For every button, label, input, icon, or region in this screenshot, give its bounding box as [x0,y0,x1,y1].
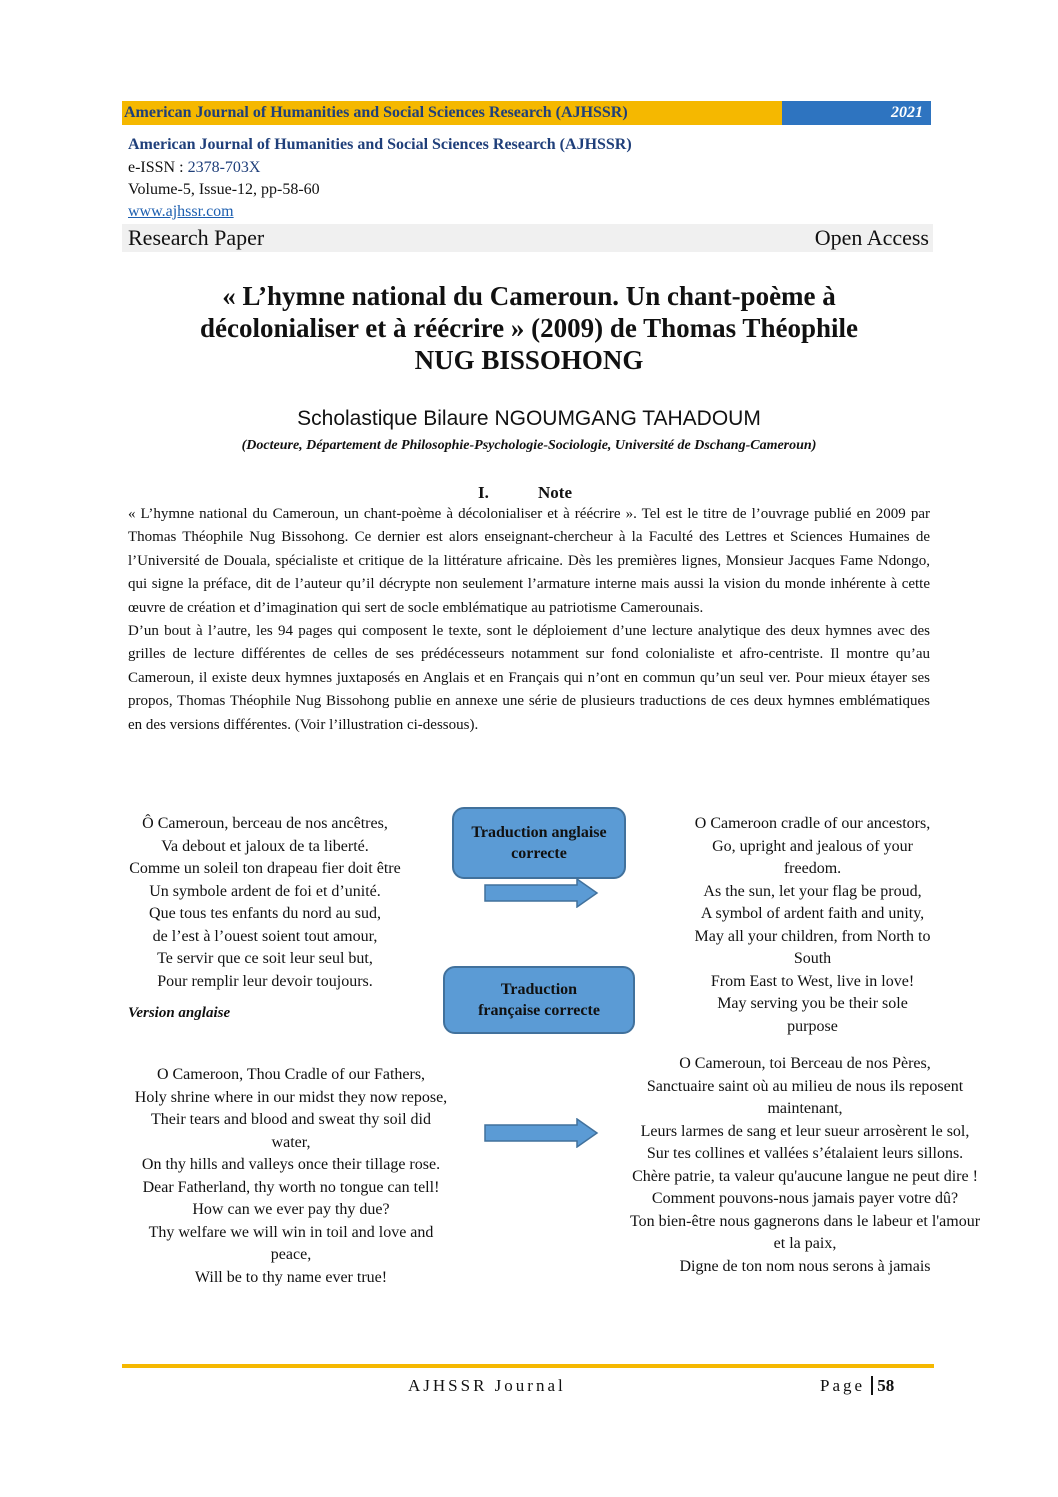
box-line: Traduction [500,981,578,998]
page-number: 58 [871,1376,894,1395]
poem-line: Leurs larmes de sang et leur sueur arrosèrent le sol, [640,1122,970,1140]
poem-line: South [793,950,832,967]
paragraph: « L’hymne national du Cameroun, un chant-poème à décolonialiser et à réécrire ». Tel est le titre de l’ouvrage publié en 2009 par Thomas Théophile Nug Bissohong. Ce dernier est alors enseignant-chercheur à la Faculté des Lettres et Sciences Humaines de l’Université de Douala, spécialiste et critique de la littérature africaine. Dès les premières lignes, Monsieur Jacques Fame Ndongo, qui signe la préface, dit de l’auteur qu’il décrypte non seulement l’armature interne mais aussi la vision du monde inhérente à cette œuvre de création et d’imagination qui sert de socle emblématique au patriotisme Camerounais. [128,506,930,616]
poem-line: Va debout et jaloux de ta liberté. [161,837,369,855]
paper-type-bar [122,224,933,252]
poem-line: Dear Fatherland, thy worth no tongue can tell! [142,1178,440,1196]
paper-type: Research Paper [128,225,265,250]
poem-line: Te servir que ce soit leur seul but, [157,950,373,967]
poem-line: From East to West, live in love! [710,972,915,990]
poem-line: Que tous tes enfants du nord au sud, [149,905,381,922]
access-type: Open Access [814,225,929,250]
section-number: I. [478,483,489,502]
poem-line: How can we ever pay thy due? [192,1201,390,1218]
body-text [128,503,930,737]
issn-label: e-ISSN : [128,159,188,176]
poem-line: purpose [787,1017,838,1035]
paper-title [120,280,938,376]
poem-line: peace, [270,1246,312,1263]
journal-name: American Journal of Humanities and Social Sciences Research (AJHSSR) [128,136,632,153]
poem-line: As the sun, let your flag be proud, [703,882,922,900]
poem-line: May all your children, from North to [694,927,931,945]
poem-line: Holy shrine where in our midst they now repose, [134,1088,448,1106]
poem-line: O Cameroun, toi Berceau de nos Pères, [679,1055,931,1072]
paragraph: D’un bout à l’autre, les 94 pages qui composent le texte, sont le déploiement d’une lecture analytique des deux hymnes avec des grilles de lecture différentes de celles de ses prédécesseurs notamment sur fond colonialiste et afro-centriste. Il montre qu’au Cameroun, il existe deux hymnes juxtaposés en Anglais et en Français qui n’ont en commun qu’un seul ver. Pour mieux étayer ses propos, Thomas Théophile Nug Bissohong publie en annexe une série de plusieurs traductions de ces deux hymnes emblématiques en des versions différentes. (Voir l’illustration ci-dessous). [128,623,930,733]
poem-line: Go, upright and jealous of your [712,837,913,855]
poem-line: Sur tes collines et vallées s’étalaient leurs sillons. [646,1145,964,1162]
footer-page [820,1376,894,1396]
poem-line: Thy welfare we will win in toil and love and [148,1223,434,1241]
poem-line: freedom. [783,860,842,877]
poem-line: A symbol of ardent faith and unity, [700,905,925,922]
section-title: Note [538,483,572,502]
poem-line: Will be to thy name ever true! [194,1268,388,1286]
poem-french-original [90,813,440,993]
poem-english-original [85,1064,497,1289]
poem-line: water, [271,1133,311,1151]
poem-english-translation [640,813,985,1038]
french-translation-box [443,966,635,1034]
title-line: « L’hymne national du Cameroun. Un chant-poème à [222,281,836,311]
poem-line: et la paix, [773,1235,837,1252]
poem-line: maintenant, [767,1100,843,1117]
poem-line: de l’est à l’ouest soient tout amour, [152,927,378,945]
poem-line: Comment pouvons-nous jamais payer votre dû? [651,1190,959,1207]
author-name: Scholastique Bilaure NGOUMGANG TAHADOUM [297,407,761,430]
poem-line: O Cameroon cradle of our ancestors, [694,815,931,832]
journal-band-year: 2021 [782,101,931,125]
issn-line [128,157,260,179]
poem-line: Un symbole ardent de foi et d’unité. [149,882,381,900]
title-line: NUG BISSOHONG [414,345,644,375]
poem-line: Comme un soleil ton drapeau fier doit être [129,860,401,877]
poem-line: May serving you be their sole [717,995,908,1012]
page-label: Page [820,1376,866,1395]
version-label: Version anglaise [128,1005,231,1021]
journal-url-link[interactable]: www.ajhssr.com [128,203,234,220]
box-line: correcte [511,845,567,862]
poem-french-translation [570,1053,1040,1278]
footer-journal: AJHSSR Journal [408,1376,566,1395]
poem-line: Digne de ton nom nous serons à jamais [679,1257,931,1275]
journal-header-band [122,101,931,125]
poem-line: On thy hills and valleys once their tillage rose. [141,1156,441,1173]
journal-band-title: American Journal of Humanities and Social Sciences Research (AJHSSR) [122,101,782,125]
author-affiliation: (Docteure, Département de Philosophie-Psychologie-Sociologie, Université de Dschang-Cameroun) [241,438,817,453]
volume-line: Volume-5, Issue-12, pp-58-60 [128,181,320,198]
box-line: Traduction anglaise [471,824,607,841]
title-line: décolonialiser et à réécrire » (2009) de Thomas Théophile [200,313,858,343]
poem-line: O Cameroon, Thou Cradle of our Fathers, [156,1066,426,1083]
issn-value: 2378-703X [187,159,261,176]
section-heading [478,482,572,504]
footer-rule [122,1364,934,1368]
poem-line: Their tears and blood and sweat thy soil did [151,1111,431,1128]
poem-line: Pour remplir leur devoir toujours. [157,972,373,990]
poem-line: Ton bien-être nous gagnerons dans le labeur et l'amour [629,1212,981,1230]
poem-line: Sanctuaire saint où au milieu de nous ils reposent [646,1077,964,1095]
poem-line: Ô Cameroun, berceau de nos ancêtres, [142,815,388,832]
box-line: française correcte [478,1002,600,1019]
poem-line: Chère patrie, ta valeur qu'aucune langue ne peut dire ! [632,1167,978,1185]
english-translation-box [452,807,626,879]
arrow-right-icon [484,878,599,908]
